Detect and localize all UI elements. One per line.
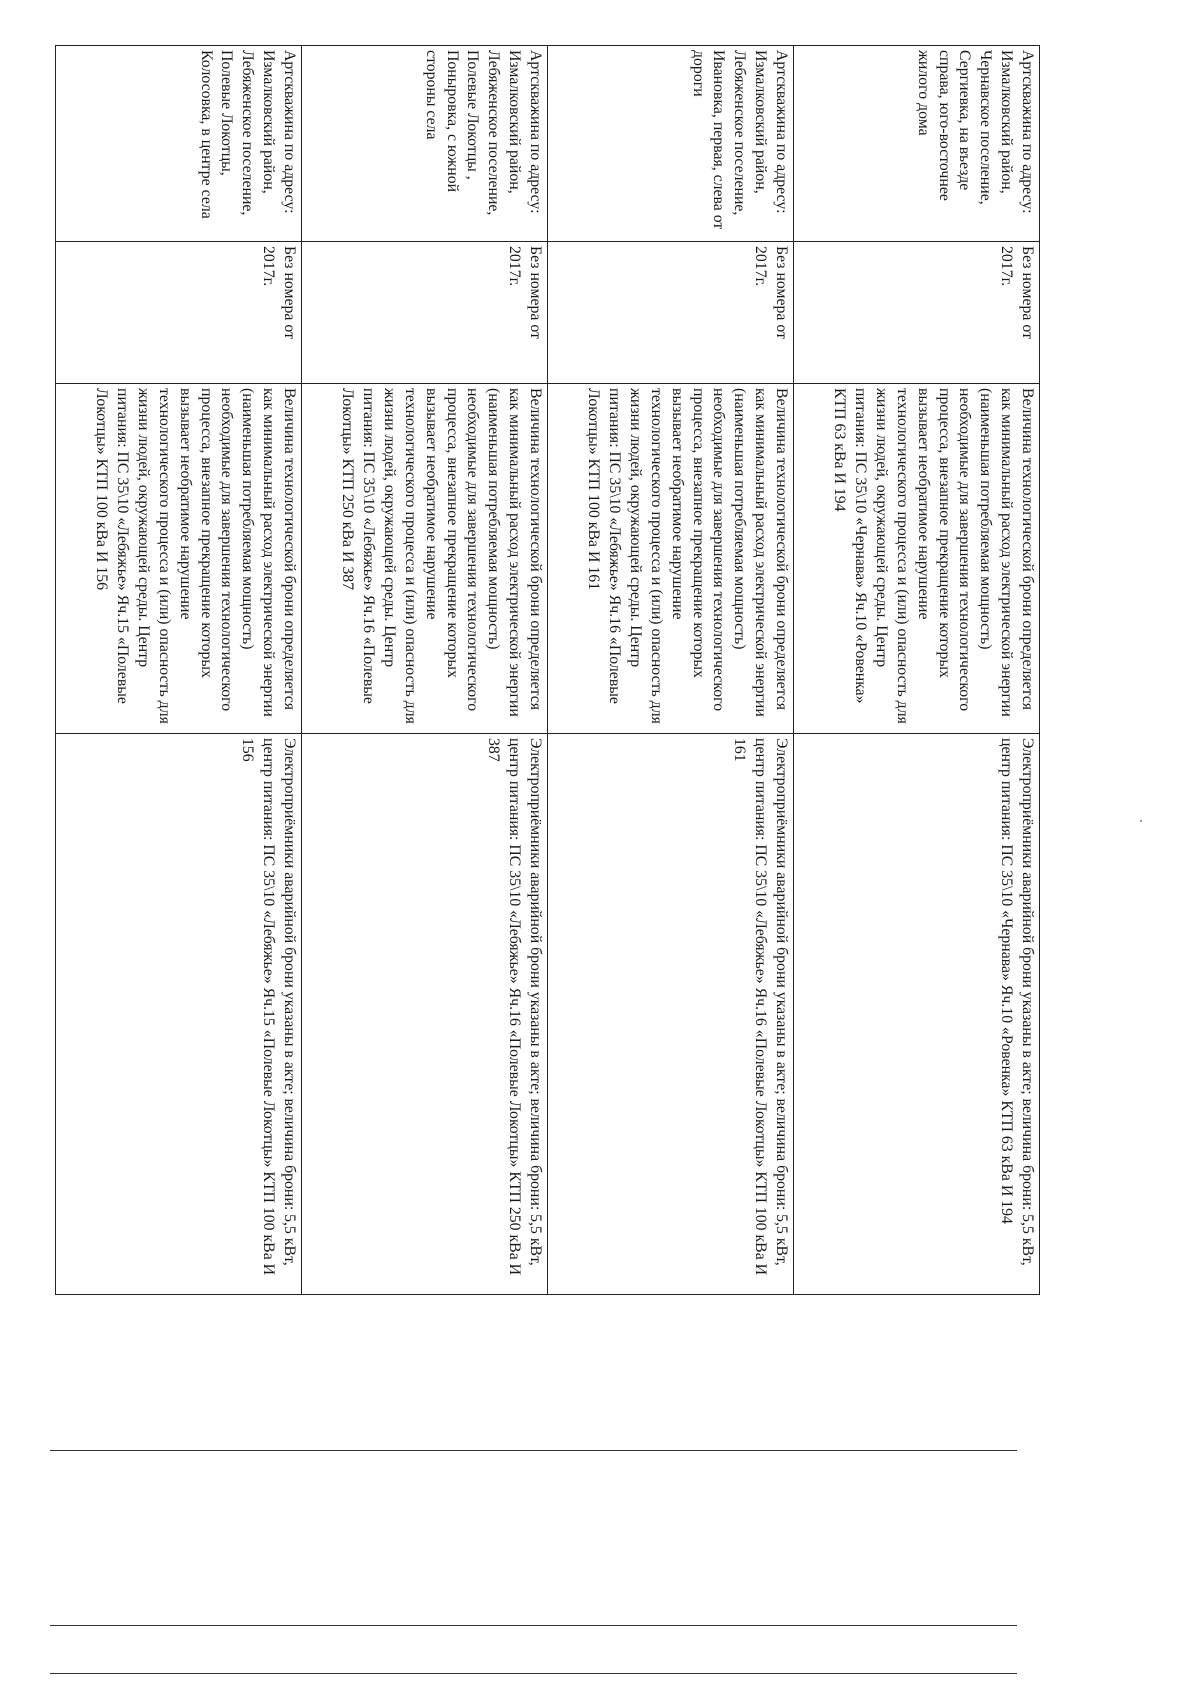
divider-line xyxy=(50,1673,1017,1674)
tech-reserve-cell: Величина технологической брони определяется как минимальный расход электрической энергии (наименьшая потребляемая мощность) необходимые для завершения технологического процесса, внезапное прекращение которых вызывает необратимое нарушение технологического процесса и (или) опасность для жизни людей, окружающей среды. Центр питания: ПС 35\10 «Лебяжье» Яч.15 «Полевые Локотцы» КТП 100 кВа И 156 xyxy=(56,384,302,734)
act-cell: Без номера от 2017г. xyxy=(302,242,548,384)
rotated-table-container xyxy=(55,45,1040,1295)
divider-line xyxy=(50,1625,1017,1626)
emergency-reserve-cell: Электроприёмники аварийной брони указаны в акте; величина брони: 5,5 кВт, центр питания: ПС 35\10 «Чернава» Яч.10 «Ровенка» КТП 63 кВа И 194 xyxy=(794,734,1040,1295)
address-cell: Артскважина по адресу: Измалковский район, Лебяженское поселение, Полевые Локотцы, Колосовка, в центре села xyxy=(56,46,302,242)
table-row xyxy=(794,46,1040,1295)
tech-reserve-cell: Величина технологической брони определяется как минимальный расход электрической энергии (наименьшая потребляемая мощность) необходимые для завершения технологического процесса, внезапное прекращение которых вызывает необратимое нарушение технологического процесса и (или) опасность для жизни людей, окружающей среды. Центр питания: ПС 35\10 «Лебяжье» Яч.16 «Полевые Локотцы» КТП 250 кВа И 387 xyxy=(302,384,548,734)
act-cell: Без номера от 2017г. xyxy=(56,242,302,384)
act-cell: Без номера от 2017г. xyxy=(794,242,1040,384)
tech-reserve-cell: Величина технологической брони определяется как минимальный расход электрической энергии (наименьшая потребляемая мощность) необходимые для завершения технологического процесса, внезапное прекращение которых вызывает необратимое нарушение технологического процесса и (или) опасность для жизни людей, окружающей среды. Центр питания: ПС 35\10 «Лебяжье» Яч.16 «Полевые Локотцы» КТП 100 кВа И 161 xyxy=(548,384,794,734)
address-cell: Артскважина по адресу: Измалковский район, Лебяженское поселение, Ивановка, первая, слева от дороги xyxy=(548,46,794,242)
scan-speck xyxy=(1140,820,1142,822)
address-cell: Артскважина по адресу: Измалковский район, Чернавское поселение, Сергиевка, на въезде справа, юго-восточнее жилого дома xyxy=(794,46,1040,242)
tech-reserve-cell: Величина технологической брони определяется как минимальный расход электрической энергии (наименьшая потребляемая мощность) необходимые для завершения технологического процесса, внезапное прекращение которых вызывает необратимое нарушение технологического процесса и (или) опасность для жизни людей, окружающей среды. Центр питания: ПС 35\10 «Чернава» Яч.10 «Ровенка» КТП 63 кВа И 194 xyxy=(794,384,1040,734)
divider-line xyxy=(50,1450,1017,1451)
table-row xyxy=(302,46,548,1295)
table-row xyxy=(56,46,302,1295)
reserve-table xyxy=(55,45,1040,1295)
emergency-reserve-cell: Электроприёмники аварийной брони указаны в акте; величина брони: 5,5 кВт, центр питания: ПС 35\10 «Лебяжье» Яч.16 «Полевые Локотцы» КТП 250 кВа И 387 xyxy=(302,734,548,1295)
emergency-reserve-cell: Электроприёмники аварийной брони указаны в акте; величина брони: 5,5 кВт, центр питания: ПС 35\10 «Лебяжье» Яч.15 «Полевые Локотцы» КТП 100 кВа И 156 xyxy=(56,734,302,1295)
address-cell: Артскважина по адресу: Измалковский район, Лебяженское поселение, Полевые Локотцы , Поныровка, с южной стороны села xyxy=(302,46,548,242)
table-row xyxy=(548,46,794,1295)
act-cell: Без номера от 2017г. xyxy=(548,242,794,384)
emergency-reserve-cell: Электроприёмники аварийной брони указаны в акте; величина брони: 5,5 кВт, центр питания: ПС 35\10 «Лебяжье» Яч.16 «Полевые Локотцы» КТП 100 кВа И 161 xyxy=(548,734,794,1295)
